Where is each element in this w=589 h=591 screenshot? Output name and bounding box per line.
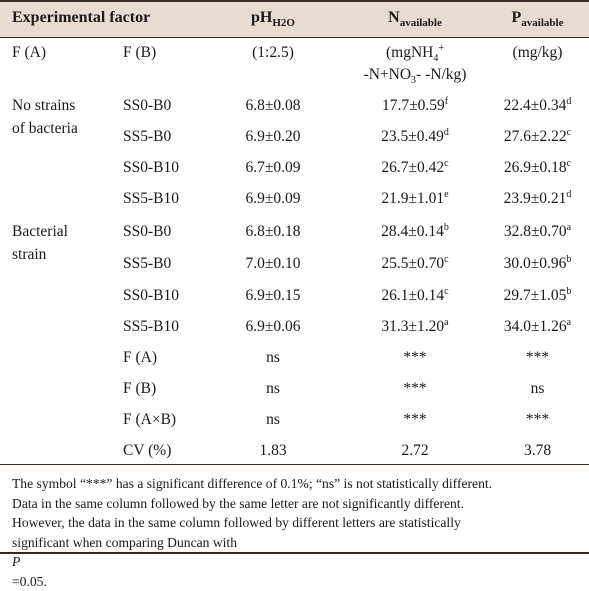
cell-n: 26.1±0.14$^c$ bbox=[355, 287, 475, 305]
cell-ph: 6.7±0.09 bbox=[228, 159, 318, 177]
cell-factor-b: SS5-B10 bbox=[123, 190, 179, 208]
header-experimental-factor: Experimental factor bbox=[12, 9, 150, 27]
units-n-line2: $-N+NO_3-$ -N/kg) bbox=[340, 66, 490, 84]
cell-n: 17.7±0.59$^f$ bbox=[355, 97, 475, 115]
units-p: (mg/kg) bbox=[490, 44, 585, 62]
cell-ph: 6.9±0.20 bbox=[228, 128, 318, 146]
cell-p: 26.9±0.18$^c$ bbox=[490, 159, 585, 177]
stats-p: *** bbox=[490, 349, 585, 367]
cell-factor-b: SS0-B0 bbox=[123, 97, 171, 115]
stats-ph: ns bbox=[228, 349, 318, 367]
stats-label: F (A) bbox=[123, 349, 157, 367]
cell-factor-b: SS0-B10 bbox=[123, 287, 179, 305]
stats-ph: ns bbox=[228, 380, 318, 398]
header-n-available: $N_{available}$ bbox=[355, 9, 475, 27]
cell-n: 28.4±0.14$^b$ bbox=[355, 223, 475, 241]
footnote-line: However, the data in the same column followed by different letters are statistically bbox=[12, 513, 580, 533]
footnote-line: The symbol “***” has a significant difference of 0.1%; “ns” is not statistically different. bbox=[12, 474, 580, 494]
footnote-line: significant when comparing Duncan with P =0.05. bbox=[12, 533, 580, 591]
cell-n: 23.5±0.49$^d$ bbox=[355, 128, 475, 146]
units-fa: F (A) bbox=[12, 44, 46, 62]
stats-p: ns bbox=[490, 380, 585, 398]
stats-ph: 1.83 bbox=[228, 442, 318, 460]
header-p-available: $P_{available}$ bbox=[490, 9, 585, 27]
cell-factor-b: SS5-B0 bbox=[123, 255, 171, 273]
cell-p: 30.0±0.96$^b$ bbox=[490, 255, 585, 273]
units-fb: F (B) bbox=[123, 44, 156, 62]
group-label-no-strains: of bacteria bbox=[12, 120, 78, 138]
stats-n: *** bbox=[355, 349, 475, 367]
stats-n: *** bbox=[355, 411, 475, 429]
cell-ph: 6.9±0.06 bbox=[228, 318, 318, 336]
top-rule bbox=[0, 0, 589, 2]
cell-factor-b: SS5-B0 bbox=[123, 128, 171, 146]
footnote-line: Data in the same column followed by the same letter are not significantly different. bbox=[12, 494, 580, 514]
stats-p: *** bbox=[490, 411, 585, 429]
header-ph: $pH_{H2O}$ bbox=[228, 9, 318, 27]
cell-factor-b: SS5-B10 bbox=[123, 318, 179, 336]
stats-label: F (A×B) bbox=[123, 411, 176, 429]
table-footnote bbox=[12, 474, 580, 591]
stats-n: *** bbox=[355, 380, 475, 398]
cell-ph: 6.8±0.08 bbox=[228, 97, 318, 115]
units-ph: (1:2.5) bbox=[228, 44, 318, 62]
cell-n: 31.3±1.20$^a$ bbox=[355, 318, 475, 336]
cell-p: 34.0±1.26$^a$ bbox=[490, 318, 585, 336]
group-label-no-strains: No strains bbox=[12, 97, 75, 115]
cell-ph: 6.8±0.18 bbox=[228, 223, 318, 241]
cell-ph: 7.0±0.10 bbox=[228, 255, 318, 273]
stats-label: F (B) bbox=[123, 380, 156, 398]
cell-p: 22.4±0.34$^d$ bbox=[490, 97, 585, 115]
stats-label: CV (%) bbox=[123, 442, 171, 460]
table-bottom-rule bbox=[0, 464, 589, 465]
cell-p: 29.7±1.05$^b$ bbox=[490, 287, 585, 305]
cell-ph: 6.9±0.15 bbox=[228, 287, 318, 305]
stats-ph: ns bbox=[228, 411, 318, 429]
cell-n: 21.9±1.01$^e$ bbox=[355, 190, 475, 208]
cell-p: 32.8±0.70$^a$ bbox=[490, 223, 585, 241]
cell-p: 27.6±2.22$^c$ bbox=[490, 128, 585, 146]
stats-n: 2.72 bbox=[355, 442, 475, 460]
header-rule bbox=[0, 37, 589, 38]
units-n-line1: (mgNH$_4$+ bbox=[340, 44, 490, 62]
cell-n: 26.7±0.42$^c$ bbox=[355, 159, 475, 177]
group-label-bacterial: Bacterial bbox=[12, 223, 68, 241]
cell-factor-b: SS0-B0 bbox=[123, 223, 171, 241]
cell-ph: 6.9±0.09 bbox=[228, 190, 318, 208]
group-label-bacterial: strain bbox=[12, 246, 46, 264]
stats-p: 3.78 bbox=[490, 442, 585, 460]
cell-n: 25.5±0.70$^c$ bbox=[355, 255, 475, 273]
cell-factor-b: SS0-B10 bbox=[123, 159, 179, 177]
cell-p: 23.9±0.21$^d$ bbox=[490, 190, 585, 208]
